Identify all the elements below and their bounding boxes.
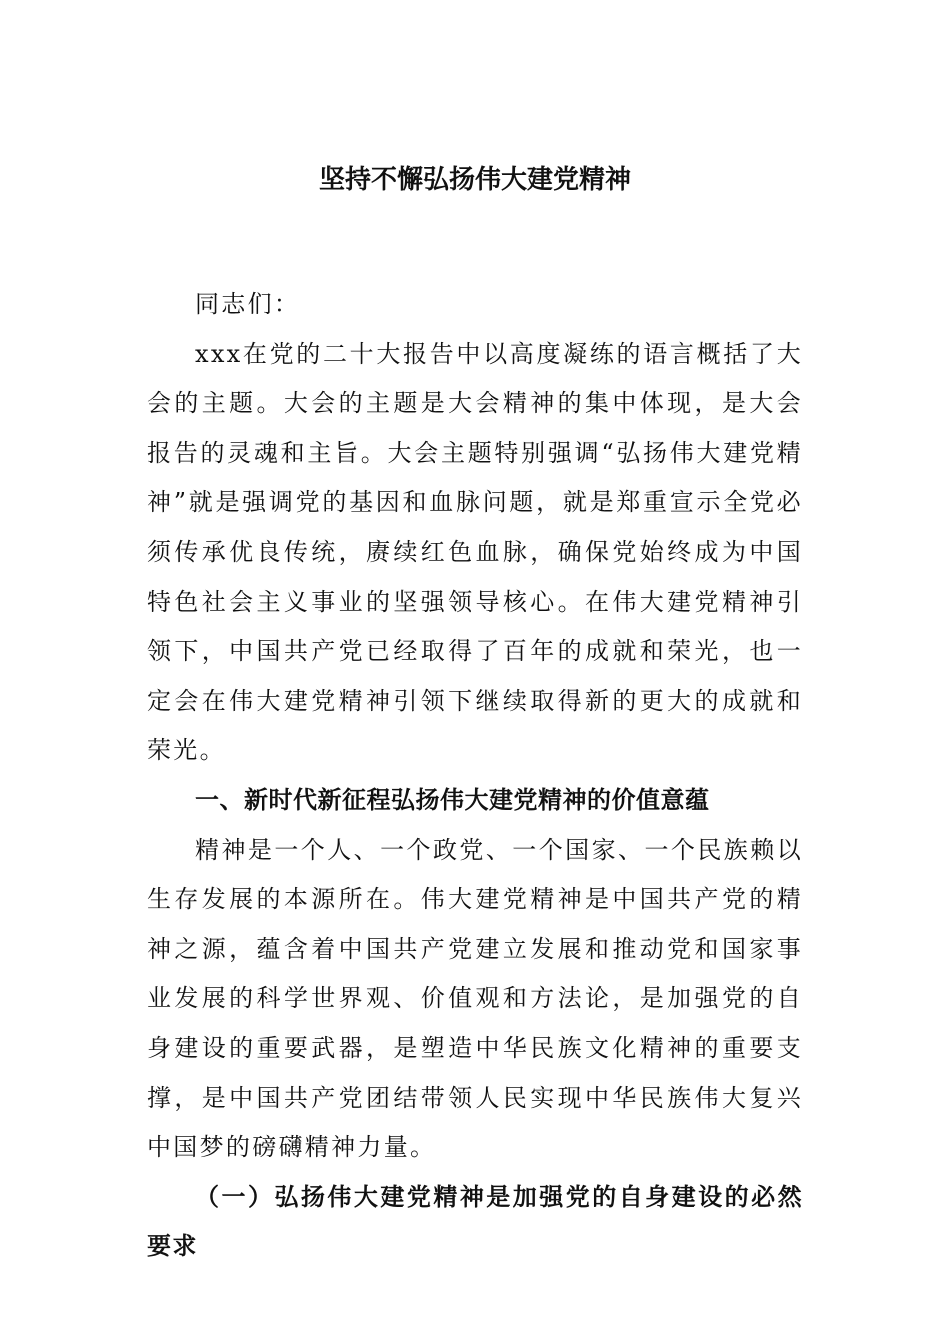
section-heading-1: 一、新时代新征程弘扬伟大建党精神的价值意蕴 xyxy=(195,785,710,814)
document-body xyxy=(147,280,803,1272)
subsection-heading-1: （一）弘扬伟大建党精神是加强党的自身建设的必然要求 xyxy=(147,1182,803,1261)
salutation: 同志们： xyxy=(195,290,301,318)
paragraph-intro: xxx在党的二十大报告中以高度凝练的语言概括了大会的主题。大会的主题是大会精神的集中体现，是大会报告的灵魂和主旨。大会主题特别强调“弘扬伟大建党精神”就是强调党的基因和血脉问题，就是郑重宣示全党必须传承优良传统，赓续红色血脉，确保党始终成为中国特色社会主义事业的坚强领导核心。在伟大建党精神引领下，中国共产党已经取得了百年的成就和荣光，也一定会在伟大建党精神引领下继续取得新的更大的成就和荣光。 xyxy=(147,339,803,765)
document-title: 坚持不懈弘扬伟大建党精神 xyxy=(318,165,631,195)
paragraph-section-1: 精神是一个人、一个政党、一个国家、一个民族赖以生存发展的本源所在。伟大建党精神是中国共产党的精神之源，蕴含着中国共产党建立发展和推动党和国家事业发展的科学世界观、价值观和方法论，是加强党的自身建设的重要武器，是塑造中华民族文化精神的重要支撑，是中国共产党团结带领人民实现中华民族伟大复兴中国梦的磅礴精神力量。 xyxy=(147,835,803,1162)
